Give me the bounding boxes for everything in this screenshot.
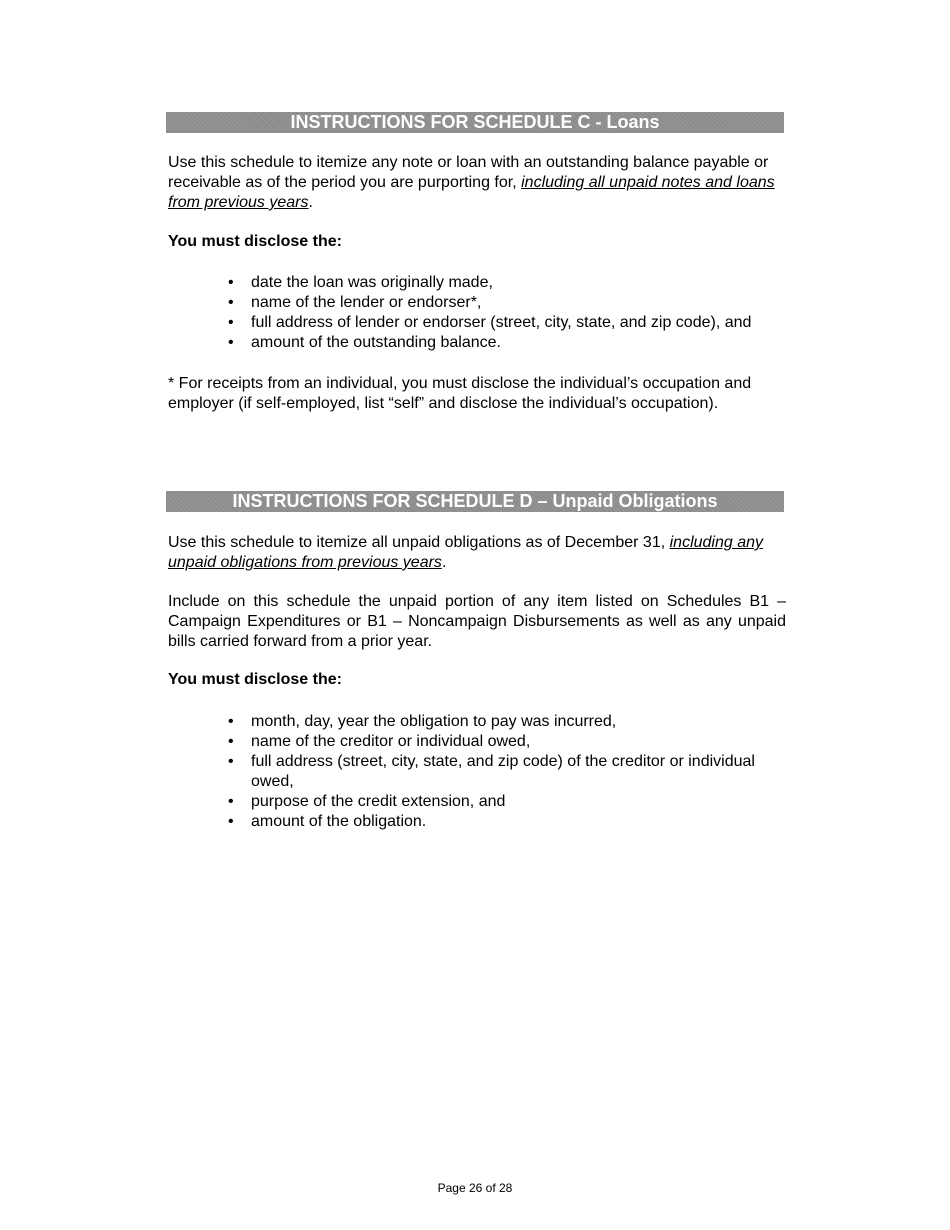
list-item: • amount of the obligation. <box>228 812 788 832</box>
list-item: • month, day, year the obligation to pay was incurred, <box>228 712 788 732</box>
list-item: • full address (street, city, state, and zip code) of the creditor or individual owed, <box>228 752 788 792</box>
schedule-d-disclose-heading: You must disclose the: <box>168 671 342 688</box>
schedule-c-intro-emphasis: including all unpaid notes and loans from previous years <box>168 174 775 211</box>
schedule-d-intro-text: Use this schedule to itemize all unpaid obligations as of December 31, <box>168 534 670 551</box>
schedule-c-footnote: * For receipts from an individual, you must disclose the individual’s occupation and employer (if self-employed, list “self” and disclose the individual’s occupation). <box>168 375 752 412</box>
list-item: • name of the lender or endorser*, <box>228 293 788 313</box>
schedule-c-intro-text: Use this schedule to itemize any note or loan with an outstanding balance payable or receivable as of the period you are purporting for, <box>168 154 769 191</box>
list-item: • name of the creditor or individual owed, <box>228 732 788 752</box>
list-item: • purpose of the credit extension, and <box>228 792 788 812</box>
schedule-c-disclosure-list <box>228 273 788 353</box>
schedule-d-intro-emphasis: including any unpaid obligations from previous years <box>168 534 764 571</box>
schedule-d-intro <box>168 533 786 573</box>
schedule-c-banner: INSTRUCTIONS FOR SCHEDULE C - Loans <box>166 112 784 133</box>
schedule-c-intro-end: . <box>308 194 313 211</box>
schedule-d-intro-end: . <box>441 554 447 571</box>
schedule-d-disclosure-list <box>228 712 788 832</box>
list-item: • date the loan was originally made, <box>228 273 788 293</box>
schedule-c-intro <box>168 153 786 213</box>
list-item: • amount of the outstanding balance. <box>228 333 788 353</box>
page-number: Page 26 of 28 <box>437 1181 513 1195</box>
schedule-c-disclose-heading: You must disclose the: <box>168 233 342 250</box>
schedule-d-banner: INSTRUCTIONS FOR SCHEDULE D – Unpaid Obligations <box>166 491 784 512</box>
list-item: • full address of lender or endorser (street, city, state, and zip code), and <box>228 313 788 333</box>
schedule-d-include-text: Include on this schedule the unpaid portion of any item listed on Schedules B1 – Campaign Expenditures or B1 – Noncampaign Disbursements as well as any unpaid bills carried forward from a prior year. <box>168 593 786 650</box>
